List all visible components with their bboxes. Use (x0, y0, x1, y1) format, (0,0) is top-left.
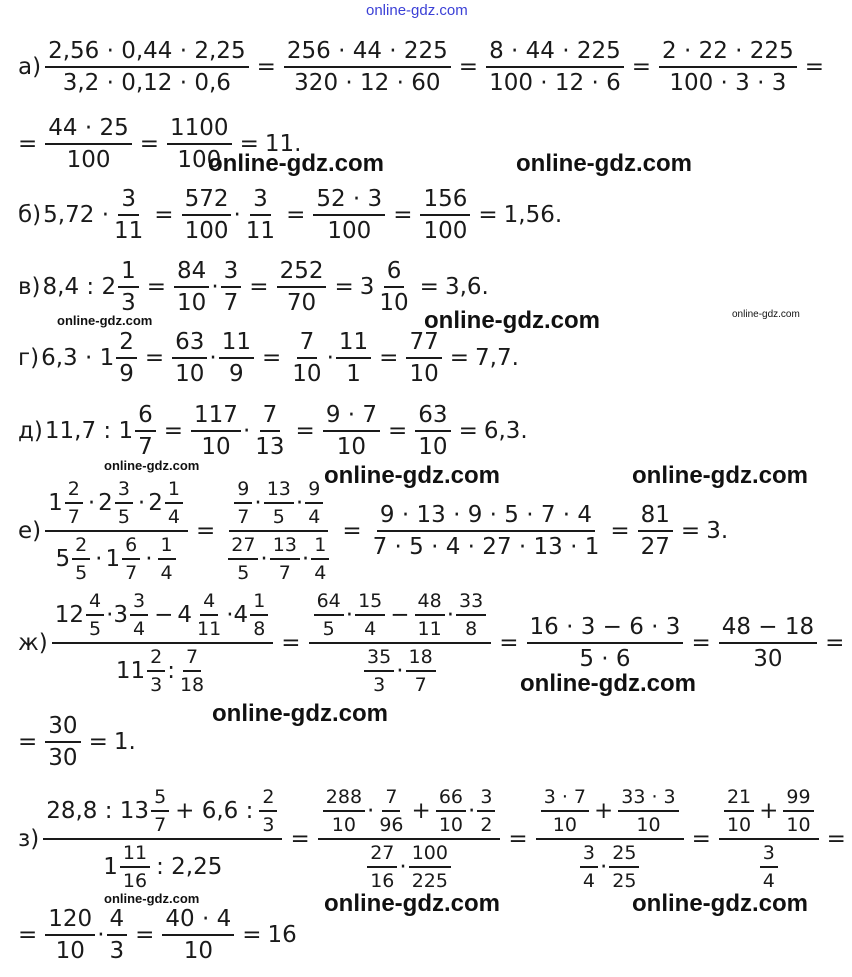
frac-a-2: $\frac{256 \cdot 44 \cdot 225}{320 \cdot 12 \cdot 60}$ (284, 38, 451, 96)
watermark: online-gdz.com (424, 307, 600, 334)
problem-g: г) 6,3 · 1 $\frac{2}{9}$ = $\frac{63}{10}$ · $\frac{11}{9}$ = $\frac{7}{10}$ · $\frac{11}{1}$ = $\frac{77}{10}$ = 7,7. (18, 329, 519, 387)
frac-z-4: $\frac{21}{10}$ + $\frac{99}{10}$ $\frac{3}{4}$ (719, 786, 819, 892)
label-b: б) (18, 202, 42, 228)
frac-g-2: $\frac{63}{10}$ (172, 329, 207, 387)
frac-v-3: $\frac{3}{7}$ (221, 258, 242, 316)
frac-zh-1: 12 $\frac{4}{5}$ · 3 $\frac{3}{4}$ − 4 $\frac{4}{11}$ · 4 $\frac{1}{8}$ 11 $\frac{2}{3}$ : $\frac{7}{18}$ (52, 590, 274, 696)
watermark: online-gdz.com (520, 670, 696, 697)
frac-v-1: $\frac{1}{3}$ (118, 258, 139, 316)
watermark-top: online-gdz.com (366, 2, 468, 19)
label-e: е) (18, 518, 42, 544)
watermark: online-gdz.com (732, 309, 800, 320)
frac-d-2: $\frac{117}{10}$ (191, 402, 241, 460)
problem-e: е) 1 $\frac{2}{7}$ · 2 $\frac{3}{5}$ · 2 $\frac{1}{4}$ 5 $\frac{2}{5}$ · 1 $\frac{6}{7}$ · $\frac{1}{4}$ = $\frac{9}{7}$ · $\frac{13}{5}$ · $\frac{9}{4}$ $\frac{27}{5}$ · $\frac{13}{7}$ · $\frac{1}{4}$ = $\frac{9 \cdot 13 \cdot 9 \cdot 5 \cdot 7 \cdot 4}{7 \cdot 5 \cdot 4 \cdot 27 \cdot 13 \cdot 1}$ = $\frac{81}{27}$ = 3. (18, 478, 729, 584)
watermark: online-gdz.com (632, 462, 808, 489)
frac-b-3: $\frac{3}{11}$ (245, 186, 276, 244)
frac-g-5: $\frac{11}{1}$ (336, 329, 371, 387)
problem-z: з) 28,8 : 13 $\frac{5}{7}$ + 6,6 : $\frac{2}{3}$ 1 $\frac{11}{16}$ : 2,25 = $\frac{288}{10}$ · $\frac{7}{96}$ + $\frac{66}{10}$ · $\frac{3}{2}$ $\frac{27}{16}$ · $\frac{100}{225}$ = $\frac{3 \cdot 7}{10}$ + $\frac{33 \cdot 3}{10}$ $\frac{3}{4}$ · $\frac{25}{25}$ = $\frac{21}{10}$ + $\frac{99}{10}$ $\frac{3}{4}$ = (18, 786, 846, 892)
frac-a-5: $\frac{44 \cdot 25}{100}$ (45, 115, 131, 173)
frac-e-1: 1 $\frac{2}{7}$ · 2 $\frac{3}{5}$ · 2 $\frac{1}{4}$ 5 $\frac{2}{5}$ · 1 $\frac{6}{7}$ · $\frac{1}{4}$ (45, 478, 188, 584)
result-zh: 1. (113, 729, 136, 755)
frac-a-6: $\frac{1100}{100}$ (167, 115, 232, 173)
frac-b-5: $\frac{156}{100}$ (420, 186, 470, 244)
label-d: д) (18, 418, 43, 444)
frac-z-1: 28,8 : 13 $\frac{5}{7}$ + 6,6 : $\frac{2}{3}$ 1 $\frac{11}{16}$ : 2,25 (43, 786, 282, 892)
problem-z-cont: = $\frac{120}{10}$ · $\frac{4}{3}$ = $\frac{40 \cdot 4}{10}$ = 16 (18, 906, 297, 964)
watermark: online-gdz.com (104, 458, 200, 473)
frac-e-2: $\frac{9}{7}$ · $\frac{13}{5}$ · $\frac{9}{4}$ $\frac{27}{5}$ · $\frac{13}{7}$ · $\frac{1}{4}$ (223, 478, 334, 584)
watermark: online-gdz.com (208, 150, 384, 177)
watermark: online-gdz.com (324, 462, 500, 489)
label-a: а) (18, 54, 42, 80)
label-v: в) (18, 274, 41, 300)
label-zh: ж) (18, 630, 48, 656)
frac-z-7: $\frac{40 \cdot 4}{10}$ (162, 906, 234, 964)
frac-e-3: $\frac{9 \cdot 13 \cdot 9 \cdot 5 \cdot 7 \cdot 4}{7 \cdot 5 \cdot 4 \cdot 27 \cdot 13 \cdot 1}$ (372, 502, 600, 560)
result-b: 1,56. (503, 202, 563, 228)
problem-zh: ж) 12 $\frac{4}{5}$ · 3 $\frac{3}{4}$ − 4 $\frac{4}{11}$ · 4 $\frac{1}{8}$ 11 $\frac{2}{3}$ : $\frac{7}{18}$ = $\frac{64}{5}$ · $\frac{15}{4}$ − $\frac{48}{11}$ · $\frac{33}{8}$ $\frac{35}{3}$ · $\frac{18}{7}$ = $\frac{16 \cdot 3 - 6 \cdot 3}{5 \cdot 6}$ = $\frac{48 - 18}{30}$ = (18, 590, 845, 696)
frac-d-5: $\frac{63}{10}$ (415, 402, 450, 460)
watermark: online-gdz.com (212, 700, 388, 727)
result-a: 11. (264, 131, 302, 157)
frac-zh-2: $\frac{64}{5}$ · $\frac{15}{4}$ − $\frac{48}{11}$ · $\frac{33}{8}$ $\frac{35}{3}$ · $\frac{18}{7}$ (309, 590, 492, 696)
frac-a-1: $\frac{2,56 \cdot 0,44 \cdot 2,25}{3,2 \cdot 0,12 \cdot 0,6}$ (45, 38, 249, 96)
frac-g-6: $\frac{77}{10}$ (406, 329, 441, 387)
problem-d: д) 11,7 : 1 $\frac{6}{7}$ = $\frac{117}{10}$ · $\frac{7}{13}$ = $\frac{9 \cdot 7}{10}$ = $\frac{63}{10}$ = 6,3. (18, 402, 528, 460)
frac-v-5: $\frac{6}{10}$ (379, 258, 409, 316)
frac-e-4: $\frac{81}{27}$ (638, 502, 673, 560)
problem-zh-cont: = $\frac{30}{30}$ = 1. (18, 713, 136, 771)
watermark: online-gdz.com (516, 150, 692, 177)
frac-b-4: $\frac{52 \cdot 3}{100}$ (313, 186, 385, 244)
result-e: 3. (706, 518, 729, 544)
watermark: online-gdz.com (57, 313, 153, 328)
frac-v-4: $\frac{252}{70}$ (277, 258, 327, 316)
watermark: online-gdz.com (324, 890, 500, 917)
result-v: 3,6. (444, 274, 489, 300)
frac-a-4: $\frac{2 \cdot 22 \cdot 225}{100 \cdot 3 \cdot 3}$ (659, 38, 797, 96)
frac-d-3: $\frac{7}{13}$ (255, 402, 285, 460)
frac-d-1: $\frac{6}{7}$ (135, 402, 156, 460)
frac-zh-5: $\frac{30}{30}$ (45, 713, 80, 771)
frac-g-4: $\frac{7}{10}$ (292, 329, 322, 387)
result-d: 6,3. (483, 418, 528, 444)
frac-z-3: $\frac{3 \cdot 7}{10}$ + $\frac{33 \cdot 3}{10}$ $\frac{3}{4}$ · $\frac{25}{25}$ (536, 786, 684, 892)
problem-v: в) 8,4 : 2 $\frac{1}{3}$ = $\frac{84}{10}$ · $\frac{3}{7}$ = $\frac{252}{70}$ = 3 $\frac{6}{10}$ = 3,6. (18, 258, 489, 316)
problem-a: а) $\frac{2,56 \cdot 0,44 \cdot 2,25}{3,2 \cdot 0,12 \cdot 0,6}$ = $\frac{256 \cdot 44 \cdot 225}{320 \cdot 12 \cdot 60}$ = $\frac{8 \cdot 44 \cdot 225}{100 \cdot 12 \cdot 6}$ = $\frac{2 \cdot 22 \cdot 225}{100 \cdot 3 \cdot 3}$ = (18, 38, 824, 96)
frac-g-3: $\frac{11}{9}$ (219, 329, 254, 387)
frac-v-2: $\frac{84}{10}$ (174, 258, 209, 316)
problem-a-cont: = $\frac{44 \cdot 25}{100}$ = $\frac{1100}{100}$ = 11. (18, 115, 302, 173)
frac-b-2: $\frac{572}{100}$ (182, 186, 232, 244)
frac-zh-4: $\frac{48 - 18}{30}$ (719, 614, 817, 672)
frac-b-1: $\frac{3}{11}$ (114, 186, 144, 244)
frac-a-3: $\frac{8 \cdot 44 \cdot 225}{100 \cdot 12 \cdot 6}$ (486, 38, 624, 96)
watermark: online-gdz.com (104, 891, 200, 906)
label-z: з) (18, 826, 40, 852)
frac-g-1: $\frac{2}{9}$ (116, 329, 137, 387)
frac-zh-3: $\frac{16 \cdot 3 - 6 \cdot 3}{5 \cdot 6}$ (527, 614, 684, 672)
frac-z-6: $\frac{4}{3}$ (107, 906, 128, 964)
frac-z-2: $\frac{288}{10}$ · $\frac{7}{96}$ + $\frac{66}{10}$ · $\frac{3}{2}$ $\frac{27}{16}$ · $\frac{100}{225}$ (318, 786, 501, 892)
result-z: 16 (267, 922, 297, 948)
result-g: 7,7. (475, 345, 519, 371)
frac-d-4: $\frac{9 \cdot 7}{10}$ (323, 402, 380, 460)
frac-z-5: $\frac{120}{10}$ (45, 906, 95, 964)
watermark: online-gdz.com (632, 890, 808, 917)
label-g: г) (18, 345, 40, 371)
problem-b: б) 5,72 · $\frac{3}{11}$ = $\frac{572}{100}$ · $\frac{3}{11}$ = $\frac{52 \cdot 3}{100}$ = $\frac{156}{100}$ = 1,56. (18, 186, 563, 244)
